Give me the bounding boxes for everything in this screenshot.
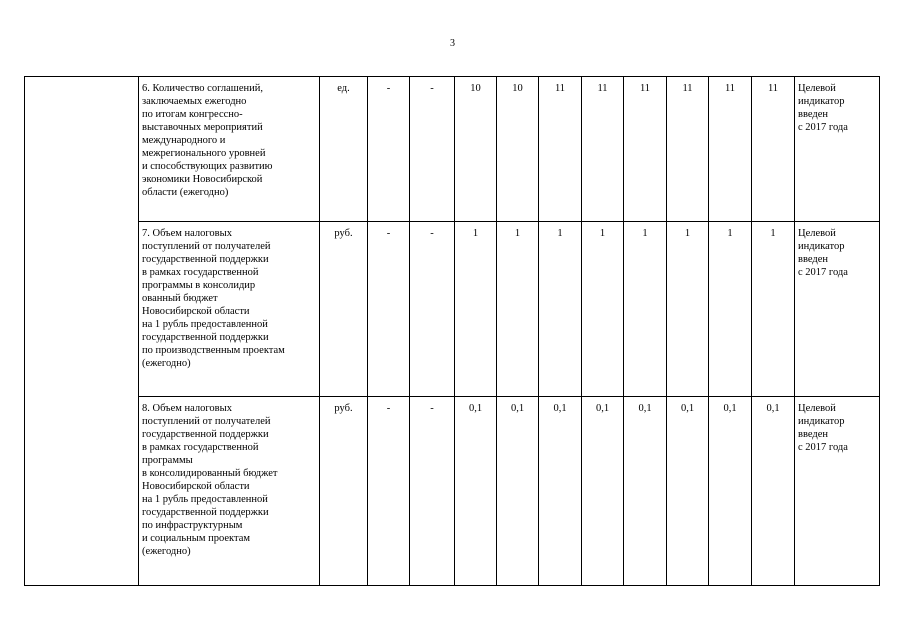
value-cell: -	[368, 77, 410, 222]
value-cell: -	[410, 222, 455, 397]
page-number: 3	[450, 38, 455, 49]
value-cell: 0,1	[624, 397, 667, 586]
value-cell: 0,1	[752, 397, 795, 586]
note-cell: Целевой индикатор введен с 2017 года	[795, 397, 880, 586]
note-cell: Целевой индикатор введен с 2017 года	[795, 77, 880, 222]
unit-cell: руб.	[320, 397, 368, 586]
value-cell: 11	[539, 77, 582, 222]
table-row	[25, 77, 880, 222]
value-cell: 10	[497, 77, 539, 222]
value-cell: 11	[667, 77, 709, 222]
value-cell: 11	[582, 77, 624, 222]
value-cell: 1	[624, 222, 667, 397]
value-cell: 0,1	[667, 397, 709, 586]
value-cell: -	[368, 222, 410, 397]
value-cell: -	[368, 397, 410, 586]
value-cell: 11	[752, 77, 795, 222]
value-cell: 11	[709, 77, 752, 222]
value-cell: -	[410, 397, 455, 586]
indicator-description: 8. Объем налоговых поступлений от получателей государственной поддержки в рамках государственной программы в консолидированный бюджет Новосибирской области на 1 рубль предоставленной государственной поддержки по инфраструктурным и социальным проектам (ежегодно)	[139, 397, 320, 586]
value-cell: 1	[455, 222, 497, 397]
note-cell: Целевой индикатор введен с 2017 года	[795, 222, 880, 397]
value-cell: 0,1	[539, 397, 582, 586]
value-cell: 10	[455, 77, 497, 222]
table-row	[25, 222, 880, 397]
unit-cell: ед.	[320, 77, 368, 222]
value-cell: 0,1	[582, 397, 624, 586]
value-cell: 1	[752, 222, 795, 397]
value-cell: 0,1	[455, 397, 497, 586]
value-cell: 1	[539, 222, 582, 397]
empty-index-cell	[25, 77, 139, 586]
value-cell: 1	[709, 222, 752, 397]
unit-cell: руб.	[320, 222, 368, 397]
value-cell: 1	[497, 222, 539, 397]
indicator-description: 6. Количество соглашений, заключаемых ежегодно по итогам конгрессно- выставочных мероприятий международного и межрегионального уровней и способствующих развитию экономики Новосибирской области (ежегодно)	[139, 77, 320, 222]
indicator-description: 7. Объем налоговых поступлений от получателей государственной поддержки в рамках государственной программы в консолидир ованный бюджет Новосибирской области на 1 рубль предоставленной государственной поддержки по производственным проектам (ежегодно)	[139, 222, 320, 397]
value-cell: 11	[624, 77, 667, 222]
indicators-table	[24, 76, 880, 586]
value-cell: -	[410, 77, 455, 222]
table-row	[25, 397, 880, 586]
value-cell: 1	[667, 222, 709, 397]
value-cell: 0,1	[709, 397, 752, 586]
value-cell: 0,1	[497, 397, 539, 586]
value-cell: 1	[582, 222, 624, 397]
